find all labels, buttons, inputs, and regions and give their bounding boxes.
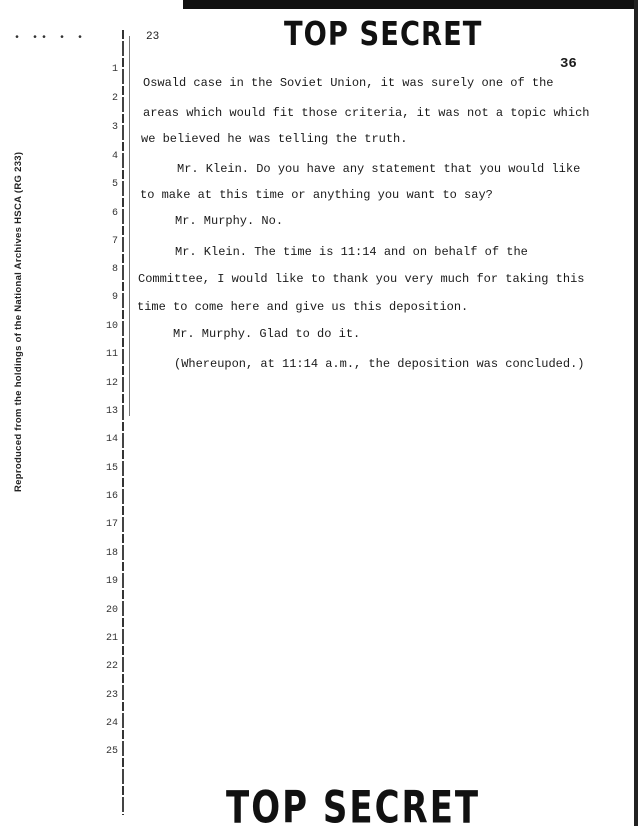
transcript-line: areas which would fit those criteria, it was not a topic which (143, 106, 590, 120)
line-number: 12 (105, 378, 118, 389)
transcript-line: we believed he was telling the truth. (141, 132, 408, 146)
line-number: 4 (111, 151, 118, 162)
line-number: 11 (105, 349, 118, 360)
margin-rule (122, 30, 124, 815)
line-number: 21 (105, 633, 118, 644)
classification-banner-top: TOP SECRET (284, 16, 483, 54)
line-number: 5 (111, 179, 118, 190)
transcript-line: Mr. Murphy. Glad to do it. (173, 327, 361, 341)
line-number: 13 (105, 406, 118, 417)
transcript-line: Oswald case in the Soviet Union, it was surely one of the (143, 76, 554, 90)
line-number: 15 (105, 463, 118, 474)
line-number: 22 (105, 661, 118, 672)
line-number: 18 (105, 548, 118, 559)
transcript-line: (Whereupon, at 11:14 a.m., the deposition was concluded.) (174, 357, 585, 371)
scan-artifact: • •• • • (14, 33, 87, 44)
line-number: 25 (105, 746, 118, 757)
line-number: 24 (105, 718, 118, 729)
transcript-line: Committee, I would like to thank you very much for taking this (138, 272, 585, 286)
transcript-line: time to come here and give us this deposition. (137, 300, 469, 314)
page-number: 36 (560, 56, 577, 72)
scan-border-top (183, 0, 638, 9)
margin-rule-inner (129, 36, 130, 416)
line-number: 10 (105, 321, 118, 332)
line-number: 23 (105, 690, 118, 701)
line-number: 16 (105, 491, 118, 502)
classification-banner-bottom: TOP SECRET (226, 782, 481, 834)
line-number: 19 (105, 576, 118, 587)
page-reference: 23 (146, 31, 160, 43)
line-number: 7 (111, 236, 118, 247)
line-number: 9 (111, 292, 118, 303)
line-number: 20 (105, 605, 118, 616)
line-number: 17 (105, 519, 118, 530)
line-number: 8 (111, 264, 118, 275)
archive-margin-note: Reproduced from the holdings of the National Archives HSCA (RG 233) (13, 151, 24, 492)
transcript-line: to make at this time or anything you want to say? (140, 188, 493, 202)
line-number: 3 (111, 122, 118, 133)
line-number: 2 (111, 93, 118, 104)
transcript-line: Mr. Klein. The time is 11:14 and on behalf of the (175, 245, 528, 259)
line-number: 14 (105, 434, 118, 445)
transcript-line: Mr. Murphy. No. (175, 214, 284, 228)
line-number: 6 (111, 208, 118, 219)
scan-border-right (634, 0, 638, 826)
line-number: 1 (111, 64, 118, 75)
transcript-line: Mr. Klein. Do you have any statement that you would like (177, 162, 581, 176)
